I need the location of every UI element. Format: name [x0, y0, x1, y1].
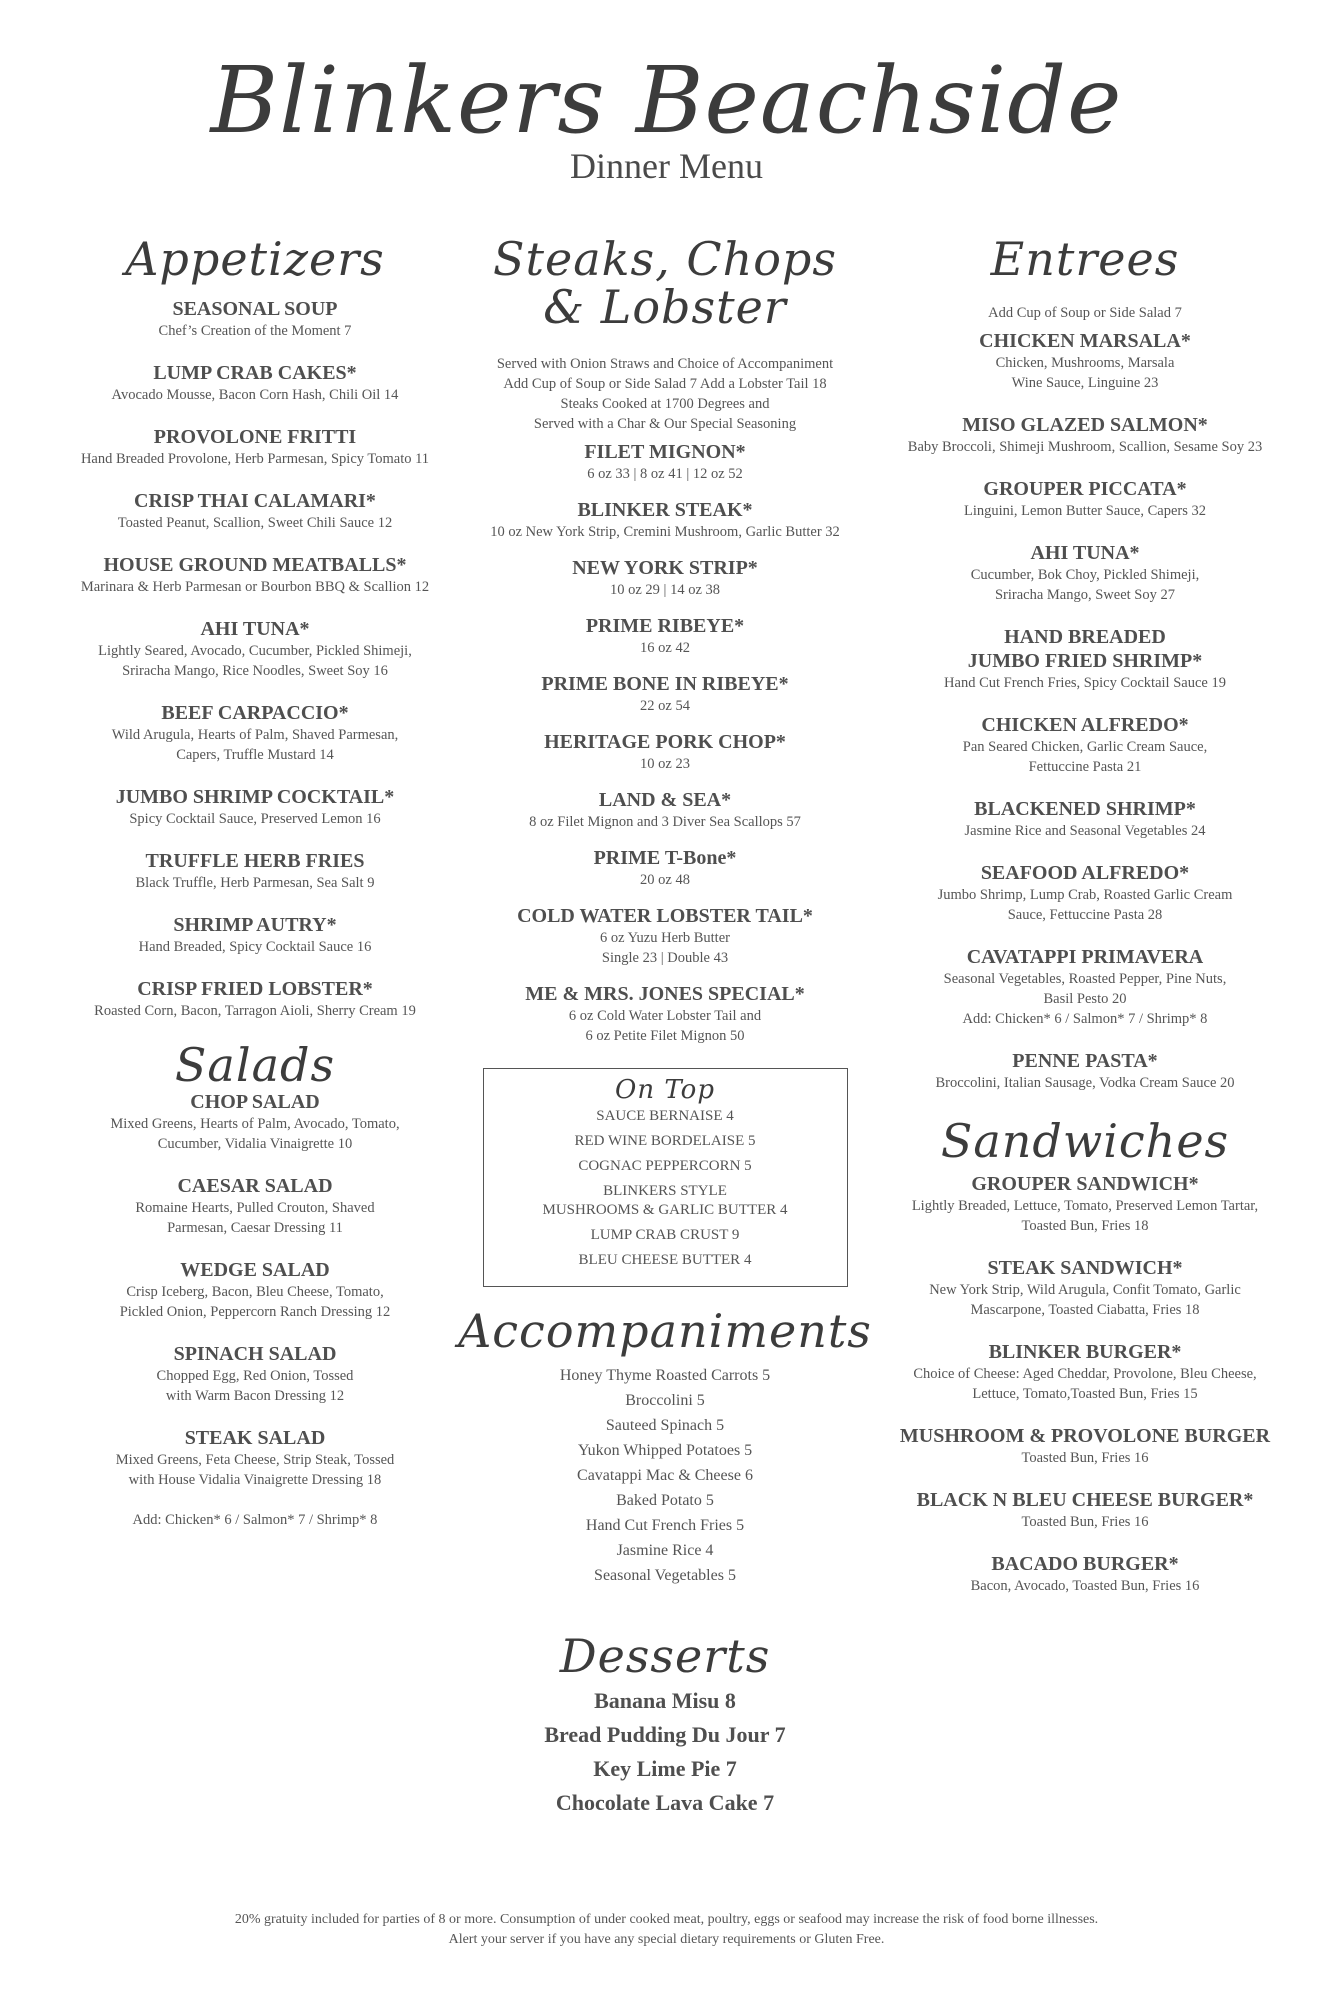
menu-item-name: SHRIMP AUTRY*	[173, 914, 337, 937]
menu-item-description: Parmesan, Caesar Dressing 11	[167, 1219, 343, 1236]
appetizers-heading: Appetizers	[125, 232, 385, 286]
on-top-item: LUMP CRAB CRUST 9	[590, 1226, 740, 1243]
menu-item-name: MISO GLAZED SALMON*	[962, 414, 1208, 437]
on-top-heading: On Top	[615, 1074, 715, 1105]
menu-item-description: Toasted Bun, Fries 16	[1021, 1513, 1149, 1530]
menu-item-description: 6 oz Petite Filet Mignon 50	[585, 1027, 745, 1044]
menu-item	[40, 1174, 470, 1238]
menu-item-description: New York Strip, Wild Arugula, Confit Tomato, Garlic	[929, 1281, 1241, 1298]
menu-item-description: Avocado Mousse, Bacon Corn Hash, Chili Oil 14	[111, 387, 399, 404]
on-top-item: COGNAC PEPPERCORN 5	[578, 1157, 752, 1174]
menu-item-description: Linguini, Lemon Butter Sauce, Capers 32	[963, 503, 1207, 520]
restaurant-title: Blinkers Beachside	[210, 47, 1123, 154]
menu-item	[870, 1049, 1300, 1093]
steaks-note-line: Steaks Cooked at 1700 Degrees and	[560, 395, 770, 412]
footer-line-2: Alert your server if you have any special dietary requirements or Gluten Free.	[448, 1932, 885, 1947]
menu-item-name: JUMBO SHRIMP COCKTAIL*	[115, 786, 395, 809]
menu-item-name: FILET MIGNON*	[584, 440, 746, 463]
menu-item-name: BACADO BURGER*	[991, 1552, 1179, 1575]
menu-item-name: HOUSE GROUND MEATBALLS*	[103, 554, 407, 577]
menu-item-description: 16 oz 42	[640, 639, 690, 656]
menu-item-name: SEASONAL SOUP	[172, 298, 338, 321]
entrees-list	[870, 329, 1300, 1093]
menu-item-description: Sriracha Mango, Rice Noodles, Sweet Soy 16	[122, 663, 388, 680]
on-top-item: MUSHROOMS & GARLIC BUTTER 4	[542, 1201, 788, 1218]
menu-item-name: ME & MRS. JONES SPECIAL*	[525, 982, 805, 1005]
menu-item	[870, 541, 1300, 605]
menu-item	[870, 1552, 1300, 1596]
menu-item	[870, 329, 1300, 393]
sandwiches-heading: Sandwiches	[940, 1114, 1230, 1169]
on-top-item: BLEU CHEESE BUTTER 4	[578, 1251, 752, 1268]
entrees-heading: Entrees	[990, 232, 1180, 286]
menu-item-name: NEW YORK STRIP*	[572, 556, 758, 579]
menu-item-description: Chopped Egg, Red Onion, Tossed	[156, 1367, 354, 1384]
accompaniment-item: Yukon Whipped Potatoes 5	[577, 1441, 753, 1459]
menu-item-description: Lightly Breaded, Lettuce, Tomato, Preserved Lemon Tartar,	[911, 1197, 1259, 1214]
menu-item	[450, 614, 880, 658]
menu-item-name: CRISP THAI CALAMARI*	[134, 490, 376, 513]
menu-item-description: Broccolini, Italian Sausage, Vodka Cream Sauce 20	[935, 1075, 1235, 1092]
salads-heading: Salads	[174, 1038, 336, 1093]
menu-item	[450, 672, 880, 716]
appetizers-list	[40, 297, 470, 1021]
menu-item-description: Capers, Truffle Mustard 14	[176, 747, 334, 764]
entrees-note: Add Cup of Soup or Side Salad 7	[988, 305, 1182, 322]
menu-item-description: Jasmine Rice and Seasonal Vegetables 24	[964, 823, 1206, 840]
menu-item-name: TRUFFLE HERB FRIES	[145, 850, 365, 873]
menu-item-name: STEAK SALAD	[184, 1426, 326, 1449]
steaks-note-line: Served with Onion Straws and Choice of Accompaniment	[496, 355, 834, 372]
menu-item-description: Lightly Seared, Avocado, Cucumber, Pickled Shimeji,	[98, 643, 412, 660]
menu-item-description: 6 oz Cold Water Lobster Tail and	[568, 1007, 762, 1024]
menu-item-description: Roasted Corn, Bacon, Tarragon Aioli, Sherry Cream 19	[94, 1003, 416, 1020]
menu-subtitle: Dinner Menu	[570, 146, 763, 186]
menu-item-description: Seasonal Vegetables, Roasted Pepper, Pine Nuts,	[943, 971, 1227, 988]
menu-item-name: LUMP CRAB CAKES*	[153, 362, 357, 385]
menu-item-description: Wine Sauce, Linguine 23	[1011, 375, 1159, 392]
menu-item	[870, 861, 1300, 925]
menu-item-name: PRIME BONE IN RIBEYE*	[541, 672, 789, 695]
menu-item	[870, 797, 1300, 841]
menu-item-description: Spicy Cocktail Sauce, Preserved Lemon 16	[129, 811, 381, 828]
menu-item-name: HERITAGE PORK CHOP*	[544, 730, 786, 753]
menu-item-description: Hand Breaded, Spicy Cocktail Sauce 16	[138, 939, 372, 956]
menu-item-description: Jumbo Shrimp, Lump Crab, Roasted Garlic Cream	[937, 887, 1233, 904]
menu-item-name: CHICKEN MARSALA*	[979, 330, 1191, 353]
dessert-item: Bread Pudding Du Jour 7	[544, 1722, 786, 1748]
menu-item-description: Chicken, Mushrooms, Marsala	[995, 355, 1175, 372]
menu-item-description: Single 23 | Double 43	[601, 949, 729, 966]
menu-item-description: Wild Arugula, Hearts of Palm, Shaved Parmesan,	[111, 727, 399, 744]
menu-item	[40, 785, 470, 829]
menu-item	[40, 489, 470, 533]
menu-item-name: COLD WATER LOBSTER TAIL*	[517, 904, 813, 927]
menu-item	[40, 1258, 470, 1322]
accompaniment-item: Sauteed Spinach 5	[605, 1416, 725, 1434]
menu-item-description: 10 oz 29 | 14 oz 38	[609, 581, 721, 598]
footer-line-1: 20% gratuity included for parties of 8 or more. Consumption of under cooked meat, poultry, eggs or seafood may increase the risk of food borne illnesses.	[234, 1912, 1099, 1927]
menu-item	[450, 846, 880, 890]
menu-item	[450, 982, 880, 1046]
desserts-heading: Desserts	[559, 1628, 771, 1683]
column-steaks	[450, 232, 880, 1820]
menu-item	[40, 1426, 470, 1490]
menu-item	[40, 701, 470, 765]
menu-item-name: AHI TUNA*	[1030, 542, 1140, 565]
menu-item-description: with House Vidalia Vinaigrette Dressing 18	[128, 1471, 382, 1488]
menu-item-name: PRIME T-Bone*	[593, 846, 737, 869]
menu-item	[40, 849, 470, 893]
desserts-list	[450, 1684, 880, 1820]
menu-item-description: 20 oz 48	[640, 871, 690, 888]
menu-item-description: Cucumber, Bok Choy, Pickled Shimeji,	[970, 567, 1200, 584]
menu-item-name: WEDGE SALAD	[180, 1258, 330, 1281]
menu-item	[40, 1342, 470, 1406]
menu-item-name: MUSHROOM & PROVOLONE BURGER	[899, 1424, 1271, 1447]
menu-item-description: Crisp Iceberg, Bacon, Bleu Cheese, Tomato,	[126, 1283, 384, 1300]
accompaniment-item: Cavatappi Mac & Cheese 6	[577, 1466, 753, 1484]
menu-item-name: HAND BREADED	[1004, 626, 1166, 649]
menu-item	[870, 1424, 1300, 1468]
menu-item-description: Sauce, Fettuccine Pasta 28	[1007, 907, 1163, 924]
menu-item	[870, 1256, 1300, 1320]
menu-item	[40, 297, 470, 341]
accompaniment-item: Jasmine Rice 4	[616, 1541, 714, 1559]
menu-item	[870, 413, 1300, 457]
menu-item-description: 8 oz Filet Mignon and 3 Diver Sea Scallops 57	[529, 813, 801, 830]
menu-item	[870, 1488, 1300, 1532]
menu-item-name: BLINKER STEAK*	[577, 498, 753, 521]
menu-item	[450, 730, 880, 774]
menu-item-description: Hand Breaded Provolone, Herb Parmesan, Spicy Tomato 11	[80, 451, 430, 468]
menu-item	[450, 556, 880, 600]
menu-item-description: Marinara & Herb Parmesan or Bourbon BBQ & Scallion 12	[80, 579, 430, 596]
menu-item-name: BLINKER BURGER*	[988, 1340, 1182, 1363]
menu-item	[450, 440, 880, 484]
sandwiches-list	[870, 1172, 1300, 1596]
menu-item-name: GROUPER SANDWICH*	[971, 1172, 1199, 1195]
menu-item-name: PRIME RIBEYE*	[585, 614, 745, 637]
accompaniments-heading: Accompaniments	[458, 1303, 872, 1358]
menu-item	[40, 913, 470, 957]
menu-item	[450, 498, 880, 542]
accompaniment-item: Hand Cut French Fries 5	[585, 1516, 745, 1534]
dessert-item: Chocolate Lava Cake 7	[555, 1790, 775, 1816]
menu-item-name: LAND & SEA*	[598, 788, 732, 811]
menu-item-description: 10 oz 23	[640, 755, 690, 772]
menu-item	[40, 361, 470, 405]
menu-item-name: PENNE PASTA*	[1012, 1050, 1158, 1073]
menu-item-description: 6 oz 33 | 8 oz 41 | 12 oz 52	[587, 465, 743, 482]
menu-item	[870, 1340, 1300, 1404]
menu-item-name: SEAFOOD ALFREDO*	[980, 862, 1190, 885]
menu-item-name: CAVATAPPI PRIMAVERA	[966, 946, 1204, 969]
menu-item	[40, 977, 470, 1021]
menu-item-description: Romaine Hearts, Pulled Crouton, Shaved	[135, 1199, 375, 1216]
salads-addon: Add: Chicken* 6 / Salmon* 7 / Shrimp* 8	[132, 1511, 378, 1528]
menu-item-description: Bacon, Avocado, Toasted Bun, Fries 16	[970, 1577, 1200, 1594]
column-appetizers-salads	[40, 232, 470, 1530]
menu-item-name: CAESAR SALAD	[177, 1174, 333, 1197]
menu-item-description: Black Truffle, Herb Parmesan, Sea Salt 9	[135, 875, 375, 892]
steaks-note-line: Add Cup of Soup or Side Salad 7 Add a Lobster Tail 18	[503, 375, 827, 392]
steaks-notes	[450, 354, 880, 434]
menu-item-name: JUMBO FRIED SHRIMP*	[967, 650, 1203, 673]
on-top-item: SAUCE BERNAISE 4	[596, 1107, 734, 1124]
menu-item-description: Cucumber, Vidalia Vinaigrette 10	[157, 1135, 353, 1152]
menu-item-description: Pan Seared Chicken, Garlic Cream Sauce,	[962, 739, 1208, 756]
menu-item	[870, 945, 1300, 1029]
menu-item-description: 6 oz Yuzu Herb Butter	[600, 929, 730, 946]
menu-item-description: Fettuccine Pasta 21	[1028, 759, 1142, 776]
steaks-heading-line1: Steaks, Chops	[493, 232, 837, 286]
accompaniment-item: Seasonal Vegetables 5	[594, 1566, 736, 1584]
menu-item-description: Mixed Greens, Feta Cheese, Strip Steak, Tossed	[115, 1451, 395, 1468]
on-top-item: RED WINE BORDELAISE 5	[574, 1132, 756, 1149]
menu-item-name: AHI TUNA*	[200, 618, 310, 641]
menu-item-description: Mascarpone, Toasted Ciabatta, Fries 18	[970, 1301, 1200, 1318]
on-top-list	[494, 1107, 837, 1270]
menu-item-name: CRISP FRIED LOBSTER*	[137, 978, 373, 1001]
menu-item-name: GROUPER PICCATA*	[983, 478, 1187, 501]
menu-item	[870, 625, 1300, 693]
accompaniment-item: Baked Potato 5	[616, 1491, 714, 1509]
menu-item-name: BEEF CARPACCIO*	[161, 702, 349, 725]
menu-item	[40, 425, 470, 469]
steaks-note-line: Served with a Char & Our Special Seasoning	[533, 415, 797, 432]
menu-item-description: Toasted Peanut, Scallion, Sweet Chili Sauce 12	[117, 515, 393, 532]
menu-item	[870, 1172, 1300, 1236]
menu-item	[870, 713, 1300, 777]
salads-list	[40, 1090, 470, 1490]
menu-item-name: SPINACH SALAD	[173, 1342, 337, 1365]
menu-item-name: BLACK N BLEU CHEESE BURGER*	[916, 1488, 1254, 1511]
menu-item-description: Hand Cut French Fries, Spicy Cocktail Sauce 19	[944, 675, 1226, 692]
menu-item-name: BLACKENED SHRIMP*	[974, 798, 1196, 821]
menu-item	[450, 788, 880, 832]
menu-item-name: STEAK SANDWICH*	[987, 1256, 1183, 1279]
steaks-heading	[450, 232, 880, 335]
menu-item-description: Add: Chicken* 6 / Salmon* 7 / Shrimp* 8	[962, 1011, 1208, 1028]
menu-item-name: CHOP SALAD	[190, 1090, 320, 1113]
menu-item	[40, 617, 470, 681]
menu-item-name: PROVOLONE FRITTI	[153, 426, 357, 449]
menu-footer	[0, 1910, 1333, 1950]
menu-item-description: Mixed Greens, Hearts of Palm, Avocado, Tomato,	[110, 1115, 400, 1132]
dessert-item: Key Lime Pie 7	[593, 1756, 737, 1782]
steaks-heading-line2: & Lobster	[543, 280, 787, 335]
menu-item	[40, 553, 470, 597]
menu-item-name: CHICKEN ALFREDO*	[981, 714, 1189, 737]
on-top-item: BLINKERS STYLE	[603, 1182, 727, 1199]
menu-item	[450, 904, 880, 968]
accompaniment-item: Broccolini 5	[625, 1391, 705, 1409]
menu-item-description: Basil Pesto 20	[1043, 991, 1127, 1008]
column-entrees-sandwiches	[870, 232, 1300, 1616]
on-top-box	[483, 1068, 848, 1287]
menu-item-description: Lettuce, Tomato,Toasted Bun, Fries 15	[972, 1385, 1198, 1402]
menu-item-description: 10 oz New York Strip, Cremini Mushroom, Garlic Butter 32	[490, 523, 840, 540]
menu-item-description: Pickled Onion, Peppercorn Ranch Dressing 12	[119, 1303, 391, 1320]
menu-item-description: Toasted Bun, Fries 16	[1021, 1449, 1149, 1466]
accompaniments-list	[450, 1363, 880, 1588]
menu-item	[870, 477, 1300, 521]
menu-item-description: Chef’s Creation of the Moment 7	[158, 323, 352, 340]
steaks-list	[450, 440, 880, 1046]
menu-item-description: 22 oz 54	[640, 697, 690, 714]
menu-item-description: Choice of Cheese: Aged Cheddar, Provolone, Bleu Cheese,	[913, 1365, 1257, 1382]
menu-item-description: Toasted Bun, Fries 18	[1021, 1217, 1149, 1234]
dessert-item: Banana Misu 8	[594, 1688, 736, 1714]
menu-item-description: Sriracha Mango, Sweet Soy 27	[994, 587, 1175, 604]
menu-item	[40, 1090, 470, 1154]
accompaniment-item: Honey Thyme Roasted Carrots 5	[559, 1366, 771, 1384]
menu-item-description: Baby Broccoli, Shimeji Mushroom, Scallion, Sesame Soy 23	[907, 439, 1263, 456]
menu-item-description: with Warm Bacon Dressing 12	[165, 1387, 345, 1404]
